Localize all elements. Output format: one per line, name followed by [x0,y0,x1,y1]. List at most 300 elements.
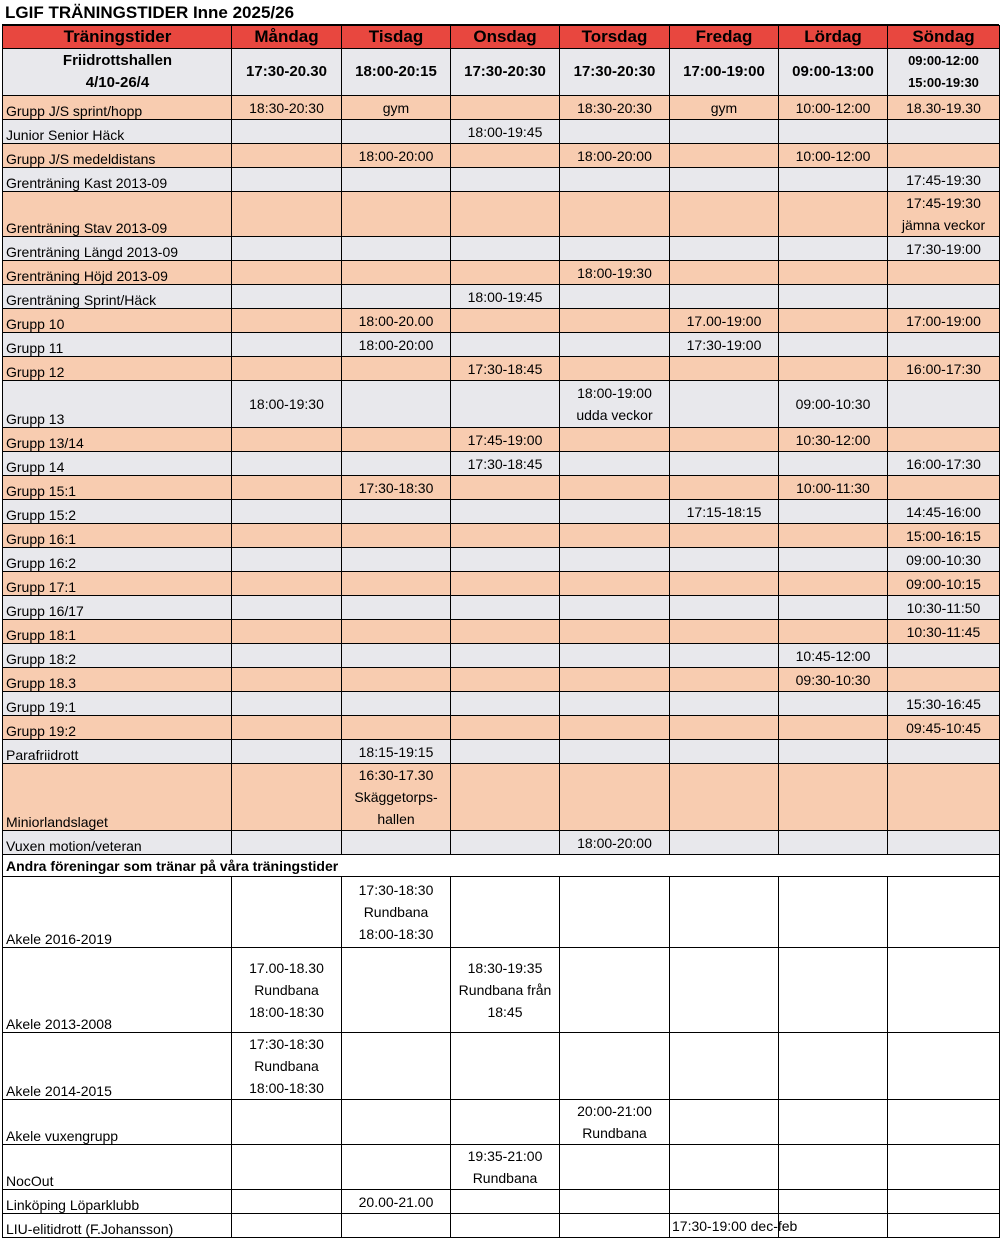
schedule-table [2,25,1000,1238]
group-row [3,740,1000,764]
time-cell [779,548,888,572]
section-heading-row [3,855,1000,877]
group-name: Grupp 15:2 [3,500,232,524]
time-cell [670,49,779,96]
time-cell [342,120,451,144]
time-cell [888,428,1000,452]
time-cell [670,524,779,548]
group-name: Grupp 13 [3,381,232,428]
time-cell [232,49,342,96]
time-cell [888,716,1000,740]
time-cell [670,261,779,285]
time-text: 10:00-11:30 [796,479,870,496]
time-cell [670,428,779,452]
time-cell [670,476,779,500]
time-cell [779,237,888,261]
time-cell [342,168,451,192]
time-text: 17:15-18:15 [686,503,762,520]
section-heading: Andra föreningar som tränar på våra träningstider [3,855,1000,877]
group-name: Linköping Löparklubb [3,1190,232,1214]
time-cell [560,381,670,428]
time-cell [888,740,1000,764]
time-cell [670,500,779,524]
group-row [3,692,1000,716]
time-text: 16:30-17.30 [358,767,434,783]
time-cell [888,692,1000,716]
time-cell [560,1033,670,1100]
time-cell [342,620,451,644]
time-cell [342,524,451,548]
time-cell [342,740,451,764]
time-text: 10:30-11:45 [906,623,981,640]
day-header: Tisdag [342,26,451,49]
time-cell [451,261,560,285]
time-cell [888,285,1000,309]
time-cell [232,381,342,428]
time-cell [232,1100,342,1145]
group-row [3,261,1000,285]
group-row [3,476,1000,500]
time-cell [451,1214,560,1238]
time-cell [560,192,670,237]
time-cell [232,120,342,144]
time-cell [451,96,560,120]
time-text: 17:30-18:45 [467,455,543,472]
time-text: 18:00-20:00 [358,147,434,164]
group-row [3,1214,1000,1238]
time-cell [779,596,888,620]
time-cell [232,692,342,716]
time-cell [451,740,560,764]
time-text: jämna veckor [901,217,986,233]
venue-row [3,49,1000,96]
group-row [3,333,1000,357]
time-text: 18:00-19:45 [467,123,543,140]
time-cell [888,476,1000,500]
time-cell [560,357,670,381]
time-text: hallen [377,811,415,827]
time-text: 18:00-19:30 [577,264,652,281]
time-cell [779,357,888,381]
group-row [3,948,1000,1033]
time-cell [560,96,670,120]
time-cell [779,831,888,855]
time-cell [451,428,560,452]
time-cell [342,572,451,596]
time-cell [670,948,779,1033]
time-text: 10:45-12:00 [795,647,871,664]
time-cell [670,572,779,596]
time-text: 15:00-16:15 [906,527,981,544]
group-name: Akele 2014-2015 [3,1033,232,1100]
time-cell [670,1145,779,1190]
time-cell [451,596,560,620]
time-cell [232,644,342,668]
group-row [3,192,1000,237]
time-cell [888,237,1000,261]
time-cell [560,49,670,96]
time-cell [888,309,1000,333]
time-text: 18:00-19:00 [577,385,652,401]
time-text: 18:00-19:45 [467,288,543,305]
time-cell [342,381,451,428]
time-cell [670,668,779,692]
group-row [3,668,1000,692]
time-cell [779,428,888,452]
time-cell [342,309,451,333]
time-cell [560,572,670,596]
sheet-title: LGIF TRÄNINGSTIDER Inne 2025/26 [2,2,999,25]
time-cell [342,476,451,500]
time-cell [232,524,342,548]
group-name: Grupp 16/17 [3,596,232,620]
group-name: Akele 2013-2008 [3,948,232,1033]
group-name: Grupp 15:1 [3,476,232,500]
time-cell [670,620,779,644]
time-cell [232,96,342,120]
time-cell [451,1033,560,1100]
time-cell [342,948,451,1033]
time-cell [779,644,888,668]
time-cell [670,596,779,620]
time-text: 17.00-18.30 [249,960,324,976]
time-text: 18:30-20:30 [577,99,652,116]
time-cell [342,452,451,476]
time-cell [779,572,888,596]
group-name: Grenträning Sprint/Häck [3,285,232,309]
time-cell [888,877,1000,948]
time-cell [342,764,451,831]
group-name: Grupp 10 [3,309,232,333]
group-row [3,381,1000,428]
time-cell [670,192,779,237]
venue-name-line: Friidrottshallen [62,52,173,69]
time-text: 18:00-20:15 [355,63,437,80]
time-cell [888,333,1000,357]
time-cell [342,285,451,309]
time-text: 10:30-11:50 [906,599,981,616]
time-cell [232,237,342,261]
time-cell [560,620,670,644]
time-cell [232,716,342,740]
time-cell [779,764,888,831]
group-name: Vuxen motion/veteran [3,831,232,855]
group-name: Grupp 13/14 [3,428,232,452]
time-cell [451,831,560,855]
time-text: 10:30-12:00 [795,431,871,448]
time-text: 18:00-20.00 [358,312,434,329]
time-cell [888,144,1000,168]
schedule-sheet [2,2,999,1238]
group-row [3,1100,1000,1145]
time-cell [451,309,560,333]
time-text: 15:00-19:30 [908,75,979,90]
time-cell [779,1033,888,1100]
group-row [3,500,1000,524]
group-row [3,428,1000,452]
time-cell [670,1190,779,1214]
group-name: Grenträning Kast 2013-09 [3,168,232,192]
time-cell [670,644,779,668]
group-name: Grupp 18.3 [3,668,232,692]
time-text: 17:45-19:00 [467,431,543,448]
time-text: Rundbana [254,1058,319,1074]
time-cell [451,285,560,309]
header-label: Träningstider [3,26,232,49]
group-name: Grenträning Längd 2013-09 [3,237,232,261]
time-cell [779,192,888,237]
time-cell [232,357,342,381]
time-cell [342,548,451,572]
time-cell [779,168,888,192]
group-name: Grupp 16:1 [3,524,232,548]
group-name: Grupp 17:1 [3,572,232,596]
group-name: Akele 2016-2019 [3,877,232,948]
time-cell [560,120,670,144]
time-cell [451,120,560,144]
time-cell [560,668,670,692]
group-name: Grupp 19:2 [3,716,232,740]
time-cell [560,168,670,192]
group-row [3,168,1000,192]
time-text: 18:00-18:30 [249,1080,324,1096]
group-name: Grupp J/S sprint/hopp [3,96,232,120]
time-text: 18:45 [487,1004,523,1020]
time-cell [560,716,670,740]
time-cell [560,740,670,764]
time-cell [451,716,560,740]
time-cell [560,476,670,500]
time-cell [232,740,342,764]
time-cell [342,1033,451,1100]
time-text: 17:45-19:30 [906,195,981,211]
time-cell [888,548,1000,572]
time-cell [232,285,342,309]
time-cell [560,309,670,333]
time-cell [670,548,779,572]
group-name: Grupp J/S medeldistans [3,144,232,168]
time-text: 15:30-16:45 [906,695,981,712]
group-row [3,548,1000,572]
time-cell [779,500,888,524]
time-cell [451,168,560,192]
time-cell [888,620,1000,644]
group-name: Grupp 14 [3,452,232,476]
time-text: 18:00-20:00 [358,336,434,353]
time-text: 17:00-19:00 [683,63,765,80]
time-cell [451,572,560,596]
time-cell [560,500,670,524]
time-text: Rundbana [363,904,429,920]
time-text: 14:45-16:00 [906,503,981,520]
time-text: 17.00-19:00 [686,312,762,329]
time-cell [560,524,670,548]
time-cell [779,285,888,309]
group-name: Grupp 11 [3,333,232,357]
time-text: 18:15-19:15 [358,743,434,760]
time-cell [560,692,670,716]
time-cell [560,877,670,948]
day-header: Söndag [888,26,1000,49]
group-row [3,452,1000,476]
time-cell [670,144,779,168]
time-text: 17:30-20.30 [246,63,327,80]
time-cell [888,524,1000,548]
time-cell [232,1214,342,1238]
time-cell [779,716,888,740]
time-cell [232,452,342,476]
time-text: 18.30-19.30 [906,99,981,116]
group-name: Grenträning Stav 2013-09 [3,192,232,237]
time-cell [232,144,342,168]
time-text: 17:45-19:30 [906,171,981,188]
time-cell [342,357,451,381]
time-text: 09:30-10:30 [795,671,871,688]
time-cell [560,596,670,620]
time-cell [779,309,888,333]
time-cell [451,357,560,381]
time-cell [451,948,560,1033]
day-header: Torsdag [560,26,670,49]
time-cell [670,168,779,192]
time-cell [451,620,560,644]
time-cell [560,1190,670,1214]
time-cell [342,333,451,357]
time-cell [888,948,1000,1033]
time-cell [779,668,888,692]
time-text: 20:00-21:00 [577,1103,652,1119]
group-name: Miniorlandslaget [3,764,232,831]
group-name: Parafriidrott [3,740,232,764]
time-cell [560,948,670,1033]
group-name: Grupp 12 [3,357,232,381]
group-row [3,285,1000,309]
day-header: Fredag [670,26,779,49]
time-cell [779,144,888,168]
time-text: Skäggetorps- [354,789,438,805]
time-cell [232,548,342,572]
time-cell [779,381,888,428]
time-cell [451,476,560,500]
time-text: 17:00-19:00 [906,312,981,329]
time-cell [451,500,560,524]
time-cell [560,261,670,285]
time-cell [342,668,451,692]
time-cell [232,764,342,831]
time-cell [779,120,888,144]
time-cell [342,831,451,855]
group-row [3,1145,1000,1190]
time-cell [342,192,451,237]
time-text: Rundbana [472,1170,538,1186]
time-cell [342,1145,451,1190]
time-cell [451,692,560,716]
time-cell [560,1145,670,1190]
time-cell [888,1214,1000,1238]
group-row [3,716,1000,740]
time-cell [342,644,451,668]
time-cell [888,500,1000,524]
group-row [3,120,1000,144]
time-cell [232,948,342,1033]
time-cell [232,1033,342,1100]
group-row [3,596,1000,620]
time-cell [342,692,451,716]
time-cell [342,96,451,120]
time-cell [451,548,560,572]
group-row [3,357,1000,381]
group-row [3,309,1000,333]
time-text: 16:00-17:30 [906,455,981,472]
time-text: 09:00-10:15 [906,575,981,592]
time-cell [560,764,670,831]
group-row [3,831,1000,855]
time-cell [451,524,560,548]
time-text: 17:30-19:00 [686,336,762,353]
time-cell [888,596,1000,620]
time-cell [888,1100,1000,1145]
time-cell [779,692,888,716]
time-text: 17:30-20:30 [573,63,656,80]
time-cell [779,476,888,500]
time-cell [232,668,342,692]
time-cell [670,452,779,476]
time-cell [560,452,670,476]
time-cell [560,644,670,668]
time-cell [670,1214,798,1238]
time-cell [779,261,888,285]
time-cell [232,168,342,192]
time-cell [342,500,451,524]
time-text: Rundbana [582,1125,647,1141]
time-text: 17:30-18:45 [467,360,543,377]
day-header: Lördag [779,26,888,49]
time-cell [451,144,560,168]
venue-dates: 4/10-26/4 [85,74,150,91]
time-text: 17:30-19:00 dec-feb [672,1217,798,1234]
time-cell [451,1100,560,1145]
time-text: 18:30-20:30 [249,99,324,116]
time-cell [779,1145,888,1190]
time-cell [779,333,888,357]
time-text: 09:00-12:00 [908,53,979,68]
group-name: NocOut [3,1145,232,1190]
time-cell [232,309,342,333]
time-cell [670,692,779,716]
group-row [3,572,1000,596]
time-cell [560,1100,670,1145]
time-cell [670,333,779,357]
time-cell [670,285,779,309]
time-cell [342,1214,451,1238]
time-cell [670,357,779,381]
time-cell [888,452,1000,476]
time-cell [451,49,560,96]
time-text: gym [382,99,410,116]
time-cell [888,1190,1000,1214]
time-text: 20.00-21.00 [358,1193,434,1210]
time-text: 19:35-21:00 [467,1148,543,1164]
time-text: 17:30-18:30 [358,479,434,496]
time-cell [342,428,451,452]
time-cell [232,877,342,948]
time-cell [342,237,451,261]
time-text: Rundbana från [458,982,552,998]
time-cell [779,49,888,96]
group-name: Grupp 19:1 [3,692,232,716]
time-text: 09:00-13:00 [792,63,874,80]
time-cell [232,620,342,644]
